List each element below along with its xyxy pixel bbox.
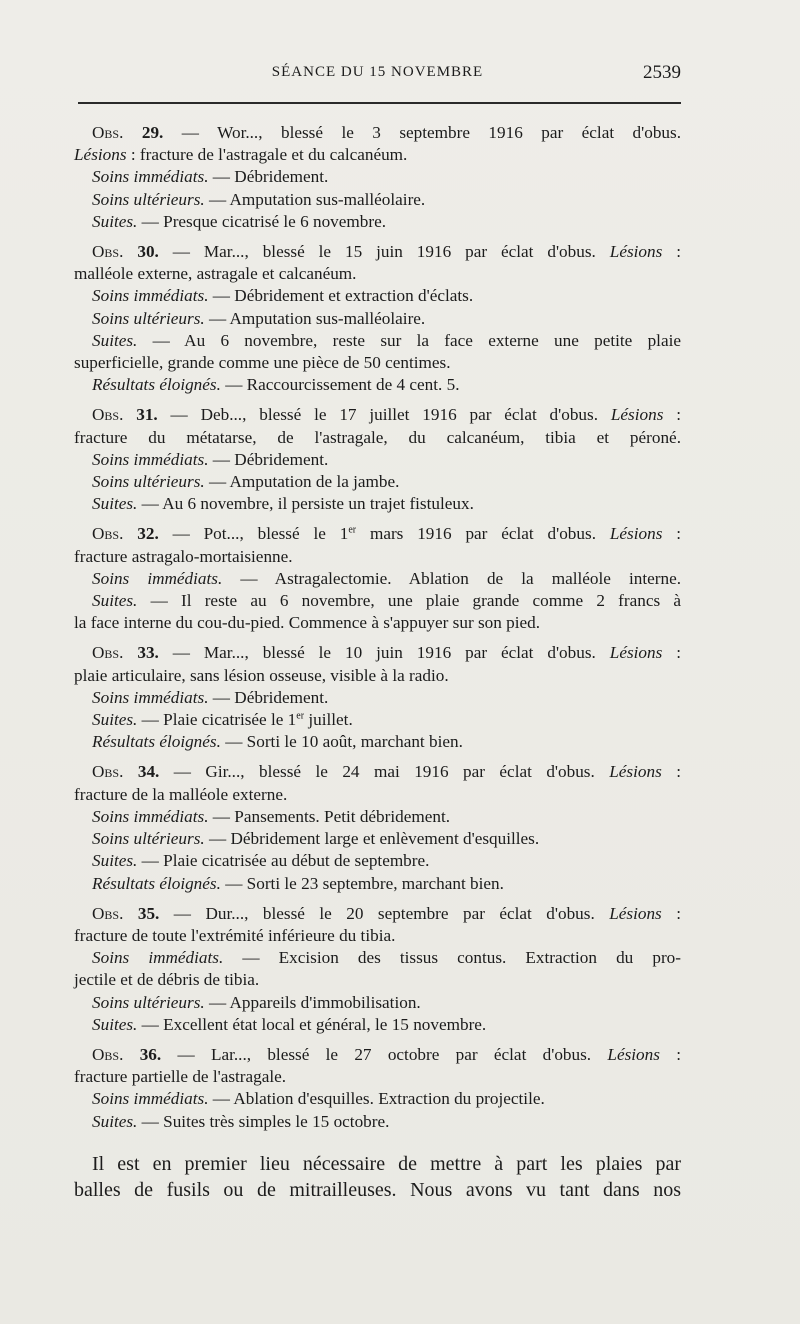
obs-line (74, 241, 681, 263)
obs-text: — Excision des tissus contus. Extraction du pro- (223, 948, 681, 968)
obs-line (74, 263, 681, 285)
obs-text: : (663, 405, 682, 425)
obs-text: — Presque cicatrisé le 6 novembre. (137, 211, 387, 231)
obs-line (74, 850, 681, 872)
obs-line (74, 642, 681, 664)
obs-line (74, 285, 681, 307)
suites-label: Suites. (92, 494, 138, 514)
obs-text: fracture de toute l'extrémité inférieure du tibia. (74, 925, 396, 945)
obs-text: — Au 6 novembre, reste sur la face externe une petite plaie (137, 330, 681, 350)
obs-number: 35. (137, 903, 160, 923)
obs-line (74, 947, 681, 969)
obs-text: — Plaie cicatrisée au début de septembre. (137, 851, 430, 871)
obs-text: malléole externe, astragale et calcanéum. (74, 264, 357, 284)
obs-text: — Excellent état local et général, le 15 novembre. (137, 1014, 487, 1034)
obs-text: — Débridement large et enlèvement d'esquilles. (204, 829, 540, 849)
obs-number: 30. (137, 242, 159, 262)
obs-line (74, 590, 681, 612)
body-line: balles de fusils ou de mitrailleuses. Nous avons vu tant dans nos (74, 1178, 681, 1201)
obs-text: : fracture de l'astragale et du calcanéum. (126, 145, 408, 165)
obs-line (74, 352, 681, 374)
obs-line (74, 1088, 681, 1110)
lesions-label: Lésions (609, 242, 663, 262)
soins-ulterieurs-label: Soins ultérieurs. (92, 189, 205, 209)
header-rule (78, 102, 681, 104)
obs-text: — Ablation d'esquilles. Extraction du projectile. (208, 1089, 545, 1109)
obs-line (74, 404, 681, 426)
obs-text: — Appareils d'immobilisation. (204, 992, 421, 1012)
page-header (74, 62, 681, 86)
obs-text: — Pot..., blessé le 1 (158, 524, 349, 544)
obs-line (74, 493, 681, 515)
obs-line (74, 731, 681, 753)
obs-text: : (662, 242, 682, 262)
obs-line (74, 806, 681, 828)
suites-label: Suites. (92, 1111, 138, 1131)
obs-text: — Sorti le 10 août, marchant bien. (220, 732, 463, 752)
obs-line (74, 374, 681, 396)
obs-number: 33. (137, 643, 159, 663)
suites-label: Suites. (92, 591, 138, 611)
obs-label: Obs. (92, 123, 124, 142)
obs-line (74, 546, 681, 568)
observation-31 (74, 404, 681, 515)
observation-33 (74, 642, 681, 753)
obs-line (74, 828, 681, 850)
observation-36 (74, 1044, 681, 1133)
obs-line (74, 308, 681, 330)
obs-text: — Plaie cicatrisée le 1 (137, 710, 297, 730)
obs-line (74, 992, 681, 1014)
obs-text: la face interne du cou-du-pied. Commence à s'appuyer sur son pied. (74, 613, 541, 633)
obs-line (74, 1044, 681, 1066)
obs-number: 29. (141, 123, 164, 142)
obs-number: 31. (136, 405, 158, 425)
obs-text: : (661, 762, 681, 782)
obs-line (74, 471, 681, 493)
obs-text: — Au 6 novembre, il persiste un trajet fistuleux. (137, 494, 474, 514)
suites-label: Suites. (92, 851, 138, 871)
obs-line (74, 1066, 681, 1088)
obs-text: : (659, 1044, 681, 1064)
obs-text: — Lar..., blessé le 27 octobre par éclat d'obus. (161, 1044, 592, 1064)
obs-text: jectile et de débris de tibia. (74, 970, 260, 990)
body-line: Il est en premier lieu nécessaire de mettre à part les plaies par (92, 1152, 681, 1175)
obs-label: Obs. (92, 903, 124, 923)
obs-text: — Gir..., blessé le 24 mai 1916 par éclat d'obus. (159, 762, 595, 782)
obs-text: — Suites très simples le 15 octobre. (137, 1111, 390, 1131)
obs-text: — Dur..., blessé le 20 septembre par éclat d'obus. (159, 903, 595, 923)
obs-label: Obs. (92, 242, 124, 262)
soins-ulterieurs-label: Soins ultérieurs. (92, 992, 205, 1012)
obs-line (74, 427, 681, 449)
obs-line (74, 1014, 681, 1036)
obs-line (74, 1111, 681, 1133)
obs-text: fracture astragalo-mortaisienne. (74, 546, 293, 566)
soins-ulterieurs-label: Soins ultérieurs. (92, 829, 205, 849)
obs-text: — Débridement. (208, 167, 329, 187)
lesions-label: Lésions (607, 1044, 660, 1064)
obs-line (74, 523, 681, 545)
lesions-label: Lésions (609, 903, 662, 923)
obs-text: — Deb..., blessé le 17 juillet 1916 par éclat d'obus. (157, 405, 599, 425)
obs-text: — Il reste au 6 novembre, une plaie grande comme 2 francs à (137, 591, 681, 611)
obs-label: Obs. (92, 1044, 124, 1064)
resultats-eloignes-label: Résultats éloignés. (92, 375, 221, 395)
obs-text: — Raccourcissement de 4 cent. 5. (220, 375, 460, 395)
obs-line (74, 969, 681, 991)
obs-text: — Débridement et extraction d'éclats. (208, 286, 474, 306)
obs-text: — Amputation de la jambe. (204, 472, 400, 492)
obs-text: — Amputation sus-malléolaire. (204, 308, 426, 328)
obs-line (74, 925, 681, 947)
soins-immediats-label: Soins immédiats. (92, 568, 223, 588)
running-head: SÉANCE DU 15 NOVEMBRE (271, 64, 484, 80)
soins-immediats-label: Soins immédiats. (92, 948, 224, 968)
obs-text: — Astragalectomie. Ablation de la malléole interne. (222, 568, 681, 588)
obs-text: fracture du métatarse, de l'astragale, du calcanéum, tibia et péroné. (74, 427, 681, 447)
observation-30 (74, 241, 681, 396)
obs-text: — Débridement. (208, 687, 329, 707)
resultats-eloignes-label: Résultats éloignés. (92, 873, 221, 893)
resultats-eloignes-label: Résultats éloignés. (92, 732, 221, 752)
obs-line (74, 189, 681, 211)
lesions-label: Lésions (74, 145, 127, 165)
obs-text: — Amputation sus-malléolaire. (204, 189, 426, 209)
obs-line (74, 568, 681, 590)
lesions-label: Lésions (610, 405, 664, 425)
obs-number: 36. (139, 1044, 162, 1064)
obs-text: : (661, 903, 681, 923)
observation-29 (74, 122, 681, 233)
suites-label: Suites. (92, 211, 138, 231)
soins-immediats-label: Soins immédiats. (92, 687, 209, 707)
obs-text: — Sorti le 23 septembre, marchant bien. (220, 873, 504, 893)
obs-text: fracture partielle de l'astragale. (74, 1067, 287, 1087)
obs-line (74, 122, 681, 144)
obs-number: 32. (137, 524, 159, 544)
superscript: er (348, 524, 357, 536)
soins-ulterieurs-label: Soins ultérieurs. (92, 308, 205, 328)
soins-immediats-label: Soins immédiats. (92, 806, 209, 826)
obs-label: Obs. (92, 405, 124, 425)
lesions-label: Lésions (609, 643, 663, 663)
lesions-label: Lésions (609, 524, 663, 544)
lesions-label: Lésions (609, 762, 662, 782)
obs-text: — Mar..., blessé le 15 juin 1916 par éclat d'obus. (158, 242, 596, 262)
obs-line (74, 709, 681, 731)
page-number: 2539 (643, 62, 681, 83)
observation-32 (74, 523, 681, 634)
soins-immediats-label: Soins immédiats. (92, 1089, 209, 1109)
soins-immediats-label: Soins immédiats. (92, 449, 209, 469)
obs-text: juillet. (304, 710, 353, 730)
obs-text: — Débridement. (208, 449, 329, 469)
page-content (74, 122, 681, 1203)
obs-text: mars 1916 par éclat d'obus. (356, 524, 596, 544)
obs-label: Obs. (92, 643, 124, 663)
obs-text: fracture de la malléole externe. (74, 784, 288, 804)
obs-text: plaie articulaire, sans lésion osseuse, visible à la radio. (74, 665, 449, 685)
suites-label: Suites. (92, 710, 138, 730)
obs-line (74, 665, 681, 687)
obs-text: : (662, 524, 682, 544)
obs-line (74, 761, 681, 783)
obs-line (74, 166, 681, 188)
obs-text: : (662, 643, 682, 663)
obs-line (74, 330, 681, 352)
soins-ulterieurs-label: Soins ultérieurs. (92, 472, 205, 492)
observation-35 (74, 903, 681, 1036)
obs-text: — Pansements. Petit débridement. (208, 806, 451, 826)
obs-text: — Wor..., blessé le 3 septembre 1916 par éclat d'obus. (163, 123, 682, 142)
obs-line (74, 903, 681, 925)
soins-immediats-label: Soins immédiats. (92, 167, 209, 187)
obs-text: superficielle, grande comme une pièce de 50 centimes. (74, 353, 451, 373)
suites-label: Suites. (92, 1014, 138, 1034)
obs-line (74, 784, 681, 806)
obs-line (74, 144, 681, 166)
obs-text: — Mar..., blessé le 10 juin 1916 par éclat d'obus. (158, 643, 596, 663)
suites-label: Suites. (92, 330, 138, 350)
obs-line (74, 449, 681, 471)
soins-immediats-label: Soins immédiats. (92, 286, 209, 306)
obs-line (74, 211, 681, 233)
obs-number: 34. (137, 762, 160, 782)
obs-line (74, 873, 681, 895)
obs-line (74, 612, 681, 634)
observation-34 (74, 761, 681, 894)
body-paragraph (74, 1151, 681, 1203)
obs-line (74, 687, 681, 709)
obs-label: Obs. (92, 524, 124, 544)
obs-label: Obs. (92, 762, 124, 782)
superscript: er (296, 710, 305, 722)
